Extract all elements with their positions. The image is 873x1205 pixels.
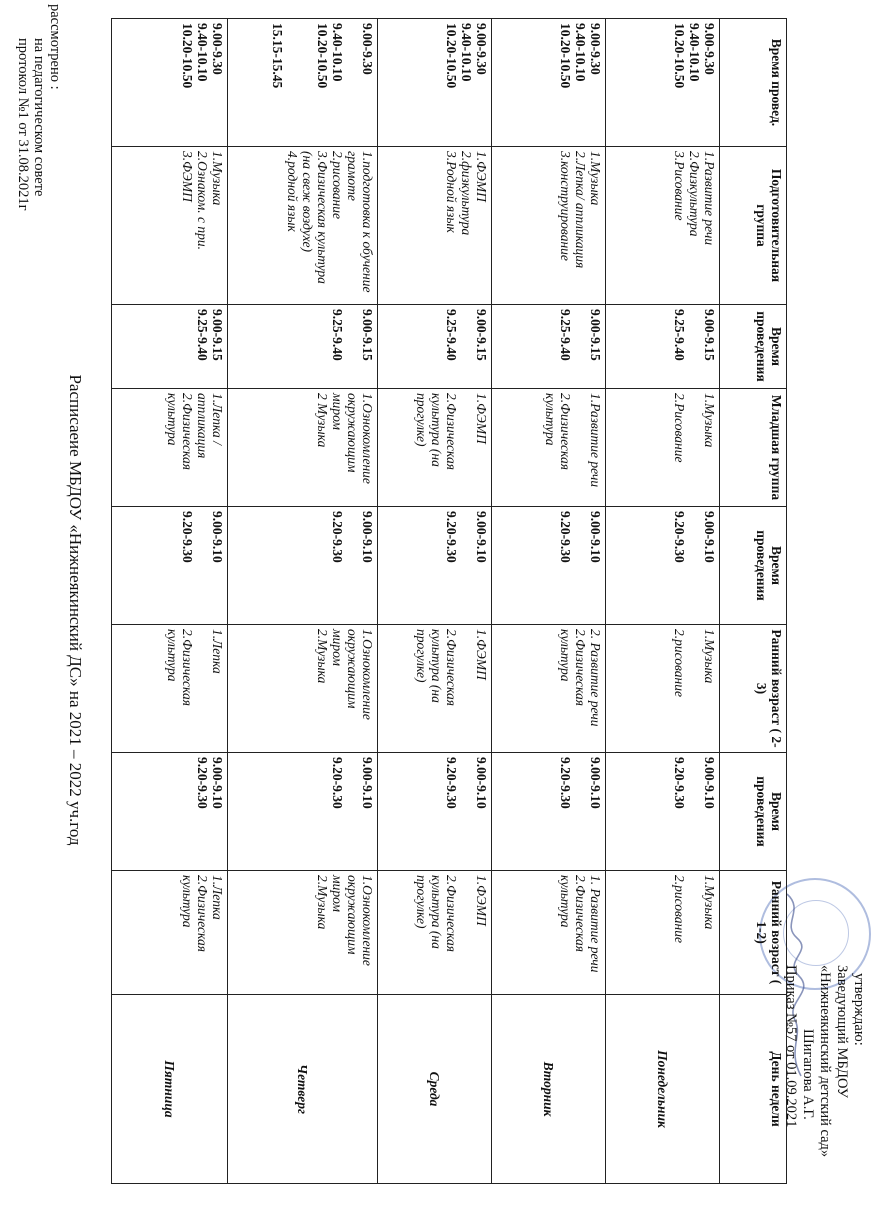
subject-cell	[606, 871, 720, 995]
day-of-week: Пятница	[112, 995, 228, 1184]
header-cell: Ранний возраст ( 1-2)	[720, 871, 787, 995]
approval-line: «Нижнеякинский детский сад»	[817, 965, 833, 1158]
time-slot: 9.00-9.10	[588, 511, 603, 563]
time-cell	[112, 753, 228, 871]
subject-item: 2.Физическая культура (на прогулке)	[414, 629, 459, 706]
approval-block	[782, 965, 867, 1205]
time-slot: 9.20-9.30	[444, 511, 459, 563]
time-slot: 9.40-10.10	[687, 23, 702, 82]
approval-line: Приказ №57 от 01.09.2021	[783, 965, 799, 1128]
time-slot: 9.00-9.30	[210, 23, 225, 75]
time-slot: 9.00-9.10	[588, 757, 603, 809]
time-slot: 9.20-9.30	[330, 757, 345, 809]
subject-item	[687, 393, 702, 502]
subject-cell	[112, 147, 228, 305]
subject-item	[459, 629, 474, 748]
time-slot: 9.20-9.30	[558, 511, 573, 563]
subject-item	[195, 629, 210, 748]
time-slot: 9.25-9.40	[195, 309, 210, 361]
table-row	[228, 19, 378, 1184]
approval-line: утверждаю:	[851, 973, 867, 1046]
subject-cell	[378, 625, 492, 753]
subject-item: 1.Ознокомление окружающим миром	[330, 875, 375, 966]
subject-item: 1.ФЭМП	[474, 393, 489, 444]
time-slot: 9.20-9.30	[330, 511, 345, 563]
reviewed-block	[15, 4, 63, 304]
subject-cell	[492, 147, 606, 305]
time-slot: 9.20-9.30	[444, 757, 459, 809]
header-cell: День недели	[720, 995, 787, 1184]
subject-item: 1.Развитие речи	[702, 151, 717, 246]
subject-cell	[606, 389, 720, 507]
time-cell	[228, 507, 378, 625]
subject-item: 1.Музыка	[588, 151, 603, 206]
subject-item: 1.ФЭМП	[474, 875, 489, 926]
time-cell	[378, 305, 492, 389]
subject-item: 2.Физическая культура	[543, 393, 573, 470]
time-slot	[300, 23, 315, 142]
subject-item: 2.физкультура	[459, 151, 474, 236]
approval-line: Заведующий МБДОУ	[834, 965, 850, 1098]
page-title: Расписаеие МБДОУ «Нижнеякинский ДС» на 2021 – 2022 уч.год	[66, 374, 85, 846]
time-slot	[459, 511, 474, 620]
subject-item: 2.Физическая культура	[558, 629, 588, 706]
time-slot: 9.40-10.10	[573, 23, 588, 82]
time-slot: 10.20-10.50	[180, 23, 195, 89]
time-cell	[112, 305, 228, 389]
time-cell	[492, 507, 606, 625]
time-slot: 9.20-9.30	[672, 757, 687, 809]
time-slot: 9.20-9.30	[180, 511, 195, 563]
subject-item: 1.Музыка	[702, 629, 717, 684]
time-cell	[228, 19, 378, 147]
time-slot: 9.00-9.30	[360, 23, 375, 75]
subject-item: 1.Музыка	[702, 875, 717, 930]
schedule-table	[111, 18, 787, 1184]
time-slot: 9.40-10.10	[459, 23, 474, 82]
day-of-week: Четверг	[228, 995, 378, 1184]
time-slot	[573, 309, 588, 384]
subject-item: 2.Физическая культура	[180, 875, 210, 952]
schedule-body	[112, 19, 720, 1184]
subject-cell	[492, 625, 606, 753]
time-slot: 9.25-9.40	[330, 309, 345, 361]
table-row	[378, 19, 492, 1184]
subject-item	[687, 629, 702, 748]
day-of-week: Понедельник	[606, 995, 720, 1184]
subject-item: 1. Развитие речи	[588, 875, 603, 973]
time-cell	[606, 305, 720, 389]
header-cell: Время проведения	[720, 753, 787, 871]
time-slot	[459, 309, 474, 384]
time-cell	[228, 753, 378, 871]
reviewed-line: протокол №1 от 31.08.2021г	[15, 38, 31, 211]
time-cell	[492, 19, 606, 147]
table-row	[112, 19, 228, 1184]
time-slot: 9.00-9.15	[474, 309, 489, 361]
subject-item: 2.Ознаком. с при.	[195, 151, 210, 250]
subject-cell	[112, 625, 228, 753]
header-cell: Подготовительная группа	[720, 147, 787, 305]
subject-cell	[228, 871, 378, 995]
subject-item: 3.ФЭМП	[180, 151, 195, 202]
time-slot: 9.20-9.30	[558, 757, 573, 809]
time-slot	[687, 757, 702, 866]
time-slot: 9.40-10.10	[195, 23, 210, 82]
subject-item: 1.Ознокомление окружающим миром	[330, 629, 375, 720]
time-slot: 9.00-9.10	[210, 757, 225, 809]
subject-item: 2.Физическая культура	[165, 393, 195, 470]
subject-item: 1.подготовка к обучение грамоте	[345, 151, 375, 293]
subject-item: 1.Лепка	[210, 875, 225, 920]
subject-item: 2.Физическая культура (на прогулке)	[414, 393, 459, 470]
subject-item: 2.рисование	[672, 629, 687, 697]
time-slot: 10.20-10.50	[672, 23, 687, 89]
time-slot: 10.20-10.50	[315, 23, 330, 89]
time-slot: 9.40-10.10	[330, 23, 345, 82]
time-slot	[573, 511, 588, 620]
subject-item: 2.Лепка/ аппликация	[573, 151, 588, 269]
subject-cell	[606, 147, 720, 305]
approval-line: Шигапова А.Г.	[800, 1029, 816, 1120]
time-slot	[345, 511, 360, 620]
time-cell	[378, 19, 492, 147]
subject-item: 2.Физкультура	[687, 151, 702, 237]
time-slot: 9.00-9.10	[210, 511, 225, 563]
subject-item	[687, 875, 702, 990]
time-slot: 9.25-9.40	[444, 309, 459, 361]
time-cell	[112, 507, 228, 625]
time-slot: 9.00-9.10	[360, 511, 375, 563]
time-slot	[345, 309, 360, 384]
subject-item: 2.Рисование	[672, 393, 687, 463]
header-cell: Время провед.	[720, 19, 787, 147]
time-slot: 15.15-15.45	[270, 23, 285, 89]
subject-item: 2.Физическая культура	[165, 629, 195, 706]
subject-item: 1.ФЭМП	[474, 151, 489, 202]
subject-cell	[492, 389, 606, 507]
header-cell: Младшая группа	[720, 389, 787, 507]
subject-item: 1.Лепка	[210, 629, 225, 674]
time-cell	[606, 19, 720, 147]
subject-item: 2. Развитие речи	[588, 629, 603, 727]
subject-item: 4.родной язык	[285, 151, 300, 232]
subject-item	[459, 875, 474, 990]
time-slot	[687, 309, 702, 384]
time-slot: 9.00-9.15	[360, 309, 375, 361]
time-slot: 10.20-10.50	[444, 23, 459, 89]
header-cell: Время проведения	[720, 507, 787, 625]
subject-item: 3.конструирование	[558, 151, 573, 261]
time-slot	[345, 757, 360, 866]
time-slot: 9.20-9.30	[195, 757, 210, 809]
time-slot: 9.00-9.30	[588, 23, 603, 75]
subject-item: 3.Родной язык	[444, 151, 459, 233]
time-cell	[378, 507, 492, 625]
day-of-week: Среда	[378, 995, 492, 1184]
subject-item: 2.Музыка	[315, 629, 330, 684]
subject-cell	[378, 147, 492, 305]
subject-cell	[228, 389, 378, 507]
subject-cell	[112, 389, 228, 507]
header-cell: Время проведения	[720, 305, 787, 389]
time-slot	[345, 23, 360, 142]
reviewed-line: на педагогическом совете	[31, 38, 47, 197]
subject-item	[459, 393, 474, 502]
time-slot: 9.00-9.15	[588, 309, 603, 361]
time-slot: 9.25-9.40	[558, 309, 573, 361]
subject-item: 3.Физическая культура (на свеж воздухе)	[300, 151, 330, 284]
subject-cell	[228, 625, 378, 753]
time-slot	[195, 511, 210, 620]
subject-item: 1.Музыка	[702, 393, 717, 448]
subject-item: 1.Развитие речи	[588, 393, 603, 488]
time-slot: 9.00-9.10	[702, 511, 717, 563]
subject-item: 2.Физическая культура (на прогулке)	[414, 875, 459, 952]
time-slot: 9.00-9.15	[702, 309, 717, 361]
header-cell: Ранний возраст ( 2-3)	[720, 625, 787, 753]
subject-item: 1.Лепка / аппликация	[195, 393, 225, 459]
time-slot: 9.00-9.30	[702, 23, 717, 75]
time-slot: 10.20-10.50	[558, 23, 573, 89]
subject-item: 2.Физическая культура	[558, 875, 588, 952]
reviewed-line: рассмотрено :	[47, 4, 63, 90]
time-slot: 9.00-9.10	[360, 757, 375, 809]
time-slot: 9.00-9.10	[474, 511, 489, 563]
subject-item: 1.ФЭМП	[474, 629, 489, 680]
subject-item: 2.Музыка	[315, 875, 330, 930]
subject-cell	[112, 871, 228, 995]
time-cell	[228, 305, 378, 389]
time-cell	[492, 305, 606, 389]
subject-item: 2 Музыка	[315, 393, 330, 448]
day-of-week: Вторник	[492, 995, 606, 1184]
subject-cell	[492, 871, 606, 995]
time-cell	[378, 753, 492, 871]
time-cell	[492, 753, 606, 871]
time-slot	[459, 757, 474, 866]
time-slot	[285, 23, 300, 142]
time-cell	[112, 19, 228, 147]
subject-item: 2.рисование	[672, 875, 687, 943]
time-slot: 9.25-9.40	[672, 309, 687, 361]
subject-cell	[378, 871, 492, 995]
time-slot	[573, 757, 588, 866]
time-cell	[606, 507, 720, 625]
subject-cell	[228, 147, 378, 305]
time-slot: 9.00-9.30	[474, 23, 489, 75]
time-cell	[606, 753, 720, 871]
header-row	[720, 19, 787, 1184]
table-row	[492, 19, 606, 1184]
subject-item: 2.рисование	[330, 151, 345, 219]
time-slot: 9.00-9.10	[474, 757, 489, 809]
subject-item: 1.Музыка	[210, 151, 225, 206]
subject-cell	[606, 625, 720, 753]
subject-cell	[378, 389, 492, 507]
time-slot: 9.20-9.30	[672, 511, 687, 563]
subject-item	[573, 393, 588, 502]
time-slot	[687, 511, 702, 620]
table-row	[606, 19, 720, 1184]
time-slot: 9.00-9.15	[210, 309, 225, 361]
subject-item: 3.Рисование	[672, 151, 687, 221]
subject-item: 1.Ознокомление окружающим миром	[330, 393, 375, 484]
time-slot: 9.00-9.10	[702, 757, 717, 809]
